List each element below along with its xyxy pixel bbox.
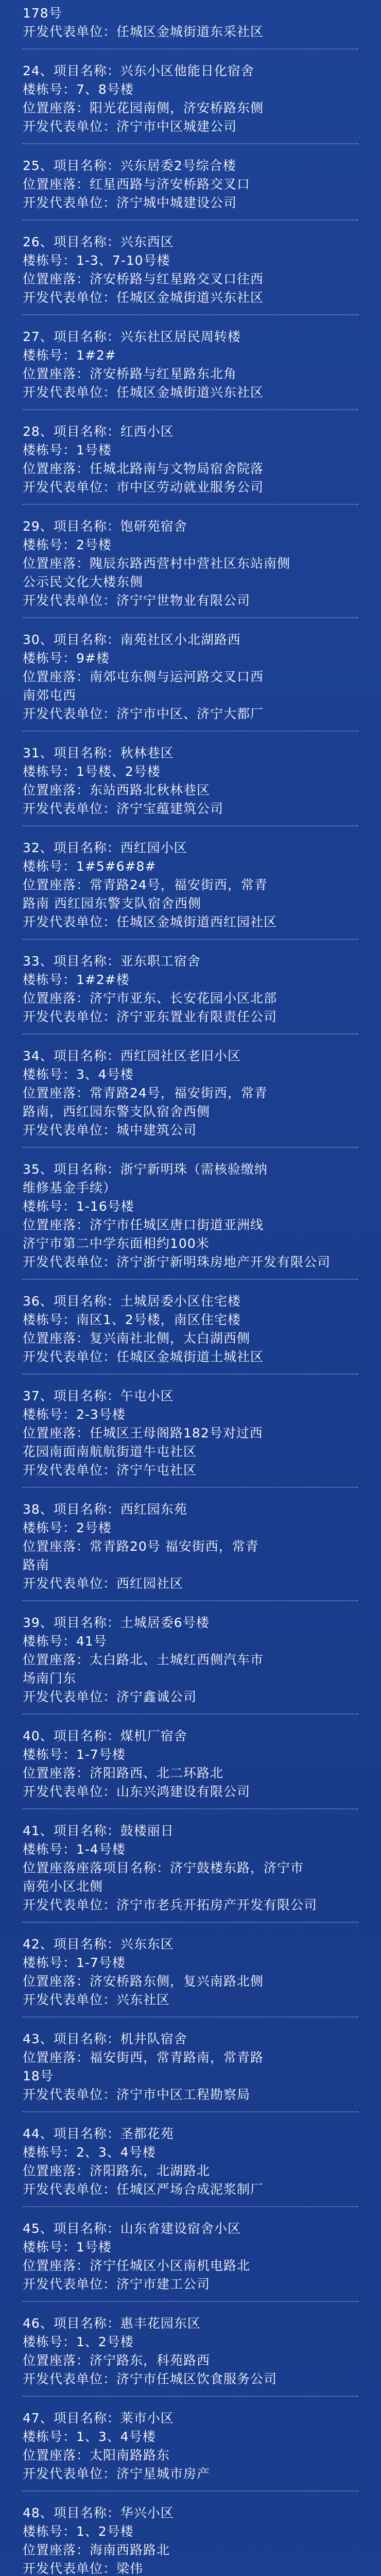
entry-line: 路南，西红园东警支队宿舍西侧: [23, 1104, 211, 1119]
entry-line: 楼栋号：1、3、4号楼: [23, 2429, 156, 2444]
entry-line: 31、项目名称：秋林巷区: [23, 745, 174, 760]
project-entry: [23, 1387, 357, 1480]
entry-line: 楼栋号：1-7号楼: [23, 1747, 126, 1762]
project-entry: [23, 1727, 357, 1801]
entry-line: 位置座落：济阳路东，北湖路北: [23, 2163, 211, 2178]
entry-line: 开发代表单位：济宁鑫诚公司: [23, 1689, 197, 1704]
entry-line: 43、项目名称：机井队宿舍: [23, 2031, 187, 2046]
entry-line: 36、项目名称：土城居委小区住宅楼: [23, 1294, 241, 1309]
dotted-divider: [23, 2301, 358, 2302]
dotted-divider: [23, 1147, 358, 1148]
entry-line: 开发代表单位：济宁市任城区饮食服务公司: [23, 2371, 278, 2386]
entry-line: 开发代表单位：城中建筑公司: [23, 1123, 197, 1138]
entry-line: 位置座落：福安街西，常青路南，常青路: [23, 2050, 264, 2065]
entry-line: 开发代表单位：济宁浙宁新明珠房地产开发有限公司: [23, 1255, 331, 1269]
dotted-divider: [23, 731, 358, 732]
entry-line: 开发代表单位：济宁宝蕴建筑公司: [23, 801, 224, 816]
entry-line: 开发代表单位：济宁星城市房产: [23, 2466, 211, 2481]
entry-line: 位置座落：济阳路西、北二环路北: [23, 1766, 224, 1781]
project-entry: [23, 328, 357, 402]
project-entry: [23, 631, 357, 723]
dotted-divider: [23, 2396, 358, 2397]
dotted-divider: [23, 48, 358, 49]
entry-line: 楼栋号：1#2#: [23, 348, 116, 363]
entry-line: 位置座落：常青路20号 福安街西，常青: [23, 1539, 259, 1554]
dotted-divider: [23, 1374, 358, 1375]
dotted-divider: [23, 617, 358, 618]
project-entry: [23, 1160, 357, 1272]
entry-line: 位置座落：济安桥路与红星路东北角: [23, 366, 237, 381]
project-entry: [23, 233, 357, 307]
dotted-divider: [23, 1279, 358, 1280]
dotted-divider: [23, 1487, 358, 1488]
dotted-divider: [23, 825, 358, 826]
entry-line: 开发代表单位：兴东社区: [23, 1992, 170, 2007]
entry-line: 位置座落：隗辰东路西营村中营社区东站南侧: [23, 556, 291, 571]
entry-line: 楼栋号：2号楼: [23, 537, 112, 552]
entry-line: 楼栋号：1#2#楼: [23, 972, 130, 987]
entry-line: 178号: [23, 6, 62, 21]
entry-line: 24、项目名称：兴东小区他能日化宿舍: [23, 63, 254, 78]
entry-line: 34、项目名称：西红园社区老旧小区: [23, 1048, 241, 1063]
project-entry: [23, 2504, 357, 2576]
entry-line: 33、项目名称：亚东职工宿舍: [23, 954, 201, 969]
entry-line: 位置座落：济安桥路与红星路交叉口往西: [23, 272, 264, 286]
dotted-divider: [23, 1600, 358, 1601]
entry-line: 位置座落：常青路24号，福安街西，常青: [23, 1086, 268, 1100]
entry-line: 济宁市第二中学东面相约100米: [23, 1236, 210, 1251]
entry-line: 楼栋号：1号楼、2号楼: [23, 764, 161, 779]
dotted-divider: [23, 1714, 358, 1715]
entry-line: 花园南面南航航街道牛屯社区: [23, 1444, 197, 1459]
entry-line: 位置座落：济宁任城区小区南机电路北: [23, 2258, 251, 2273]
entry-line: 楼栋号：7、8号楼: [23, 82, 134, 97]
entry-line: 楼栋号：1-16号楼: [23, 1199, 134, 1214]
entry-line: 35、项目名称：浙宁新明珠（需核验缴纳: [23, 1162, 268, 1177]
entry-line: 开发代表单位：济宁市建工公司: [23, 2277, 211, 2292]
dotted-divider: [23, 409, 358, 410]
project-entry: [23, 839, 357, 931]
intro-block: [23, 4, 357, 41]
project-entry: [23, 2314, 357, 2388]
project-entry: [23, 1935, 357, 2009]
entry-line: 开发代表单位：济宁市中区城建公司: [23, 119, 237, 134]
entry-line: 28、项目名称：红西小区: [23, 424, 174, 439]
entry-line: 楼栋号：9#楼: [23, 651, 110, 666]
entry-line: 楼栋号：41号: [23, 1634, 107, 1649]
entry-line: 位置座落座落项目名称：济宁鼓楼东路，济宁市: [23, 1860, 304, 1875]
dotted-divider: [23, 314, 358, 315]
entry-line: 楼栋号：1、2号楼: [23, 2524, 134, 2539]
project-entry: [23, 2125, 357, 2199]
project-entry: [23, 2219, 357, 2294]
entry-line: 楼栋号：1号楼: [23, 443, 112, 457]
entry-line: 位置座落：海南西路路北: [23, 2543, 170, 2557]
entry-line: 开发代表单位：济宁市老兵开拓房产开发有限公司: [23, 1897, 318, 1912]
entry-line: 楼栋号：1号楼: [23, 2240, 112, 2255]
dotted-divider: [23, 2490, 358, 2492]
dotted-divider: [23, 2016, 358, 2018]
entry-line: 位置座落：太阳南路路东: [23, 2448, 170, 2463]
project-entry: [23, 517, 357, 610]
entry-line: 位置座落：南郊屯东侧与运河路交叉口西: [23, 669, 264, 684]
entry-line: 开发代表单位：西红园社区: [23, 1576, 184, 1591]
entry-line: 42、项目名称：兴东东区: [23, 1937, 174, 1952]
entry-line: 27、项目名称：兴东社区居民周转楼: [23, 329, 241, 344]
project-entry: [23, 2030, 357, 2104]
entry-line: 位置座落：红星西路与济安桥路交叉口: [23, 177, 251, 192]
entry-line: 开发代表单位：任城区金城街道土城社区: [23, 1349, 264, 1364]
dotted-divider: [23, 504, 358, 505]
entry-line: 位置座落：太白路北、土城红西侧汽车市: [23, 1652, 264, 1667]
project-entry: [23, 1822, 357, 1914]
entry-line: 楼栋号：1-4号楼: [23, 1842, 126, 1857]
entry-line: 南苑小区北侧: [23, 1879, 103, 1894]
entry-line: 47、项目名称：莱市小区: [23, 2411, 174, 2426]
entry-line: 开发代表单位：任城区金城街道西红园社区: [23, 914, 278, 929]
entry-line: 25、项目名称：兴东居委2号综合楼: [23, 158, 236, 173]
project-entry: [23, 157, 357, 212]
project-entry: [23, 2409, 357, 2483]
entry-line: 公示民文化大楼东侧: [23, 574, 144, 589]
entry-line: 路南 西红园东警支队宿舍西侧: [23, 896, 201, 911]
entry-line: 开发代表单位：山东兴鸿建设有限公司: [23, 1784, 251, 1799]
project-entry: [23, 952, 357, 1026]
entry-line: 楼栋号：1#5#6#8#: [23, 859, 157, 874]
entry-line: 开发代表单位：任城区严场合成泥浆制厂: [23, 2182, 264, 2197]
entry-line: 位置座落：任城北路南与文物局宿舍院落: [23, 461, 264, 476]
entry-line: 30、项目名称：南苑社区小北湖路西: [23, 632, 241, 647]
dotted-divider: [23, 1922, 358, 1923]
entry-line: 18号: [23, 2069, 54, 2083]
entry-line: 开发代表单位：任城区金城街道兴东社区: [23, 385, 264, 400]
entry-line: 位置座落：任城区王母阁路182号对过西: [23, 1426, 263, 1440]
project-entry: [23, 1292, 357, 1366]
dotted-divider: [23, 1033, 358, 1035]
dotted-divider: [23, 219, 358, 221]
entry-line: 开发代表单位：梁伟: [23, 2561, 144, 2576]
entry-line: 位置座落：常青路24号，福安街西，常青: [23, 877, 268, 892]
entry-line: 维修基金手续）: [23, 1180, 117, 1195]
entry-line: 39、项目名称：土城居委6号楼: [23, 1615, 210, 1630]
entry-line: 46、项目名称：惠丰花园东区: [23, 2316, 201, 2331]
project-entry: [23, 1614, 357, 1706]
entry-line: 开发代表单位：济宁市中区工程勘察局: [23, 2087, 251, 2102]
dotted-divider: [23, 143, 358, 144]
entry-line: 45、项目名称：山东省建设宿舍小区: [23, 2221, 241, 2236]
entry-line: 开发代表单位：济宁城中城建设公司: [23, 195, 237, 210]
entry-line: 位置座落：东站西路北秋林巷区: [23, 783, 211, 798]
entry-line: 楼栋号：1-3、7-10号楼: [23, 253, 170, 268]
project-entry: [23, 1500, 357, 1593]
entry-line: 38、项目名称：西红园东苑: [23, 1502, 187, 1517]
dotted-divider: [23, 1808, 358, 1809]
entry-line: 楼栋号：1-7号楼: [23, 1955, 126, 1970]
project-entry: [23, 744, 357, 818]
project-entry: [23, 422, 357, 497]
entry-line: 29、项目名称：饱研苑宿舍: [23, 519, 187, 534]
entry-line: 位置座落：阳光花园南侧，济安桥路东侧: [23, 100, 264, 115]
entry-line: 位置座落：济安桥路东侧，复兴南路北侧: [23, 1974, 264, 1989]
entry-line: 32、项目名称：西红园小区: [23, 840, 187, 855]
entry-line: 楼栋号：2号楼: [23, 1520, 112, 1535]
entry-line: 26、项目名称：兴东西区: [23, 234, 174, 249]
entry-line: 开发代表单位：济宁亚东置业有限责任公司: [23, 1009, 278, 1024]
entry-line: 40、项目名称：煤机厂宿舍: [23, 1728, 187, 1743]
entry-line: 44、项目名称：圣都花苑: [23, 2126, 174, 2141]
entry-line: 楼栋号：南区1、2号楼，南区住宅楼: [23, 1312, 241, 1327]
entry-line: 开发代表单位：任城区金城街道东采社区: [23, 24, 264, 39]
dotted-divider: [23, 2111, 358, 2112]
entry-line: 楼栋号：2-3号楼: [23, 1407, 126, 1422]
entry-line: 位置座落：复兴南社北侧，太白湖西侧: [23, 1331, 251, 1346]
entry-line: 位置座落：济宁市任城区唐口街道亚洲线: [23, 1217, 264, 1232]
entry-line: 开发代表单位：市中区劳动就业服务公司: [23, 480, 264, 495]
entry-line: 楼栋号：1、2号楼: [23, 2334, 134, 2349]
entry-line: 48、项目名称：华兴小区: [23, 2505, 174, 2520]
project-entry: [23, 1047, 357, 1140]
entry-line: 路南: [23, 1557, 50, 1572]
entry-line: 场南门东: [23, 1671, 77, 1686]
entry-line: 41、项目名称：鼓楼丽日: [23, 1823, 174, 1838]
entry-line: 开发代表单位：济宁午屯社区: [23, 1463, 197, 1478]
entry-line: 南郊屯西: [23, 688, 77, 703]
project-entry: [23, 62, 357, 136]
entry-line: 开发代表单位：济宁宁世物业有限公司: [23, 593, 251, 608]
entry-line: 楼栋号：2、3、4号楼: [23, 2145, 156, 2160]
entry-line: 开发代表单位：任城区金城街道兴东社区: [23, 290, 264, 305]
entry-line: 位置座落：济宁路东，科苑路西: [23, 2353, 211, 2368]
entry-line: 37、项目名称：午屯小区: [23, 1388, 174, 1403]
entry-line: 开发代表单位：济宁市中区、济宁大都厂: [23, 706, 264, 721]
dotted-divider: [23, 939, 358, 940]
entry-line: 位置座落：济宁市亚东、长安花园小区北部: [23, 991, 278, 1006]
dotted-divider: [23, 2206, 358, 2207]
entry-line: 楼栋号：3、4号楼: [23, 1067, 134, 1082]
